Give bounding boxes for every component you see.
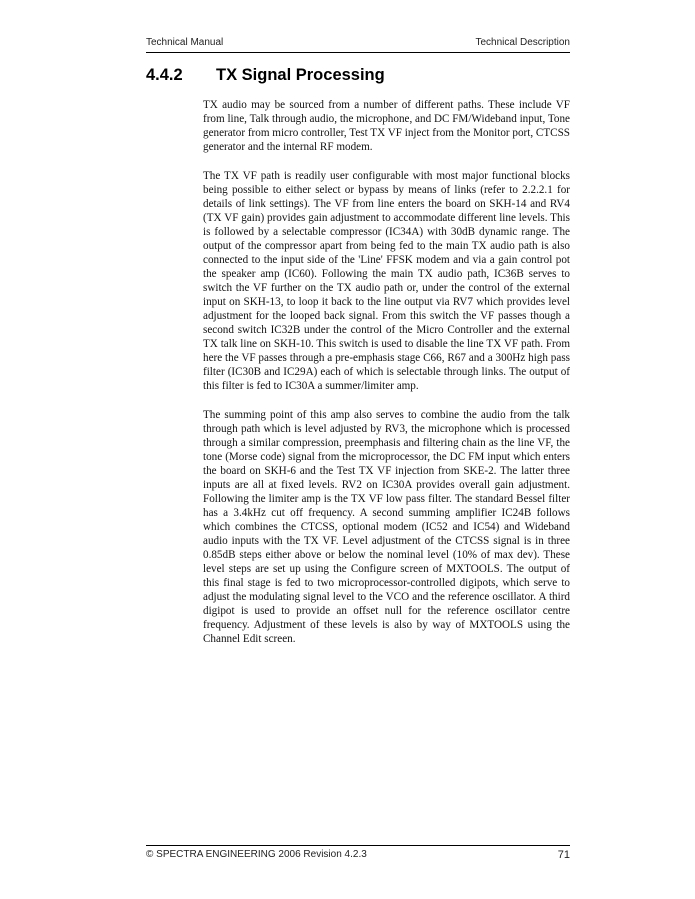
page-number: 71 [557, 849, 570, 861]
page-header [146, 37, 570, 48]
paragraph: The TX VF path is readily user configurable with most major functional blocks being possible to either select or bypass by means of links (refer to 2.2.2.1 for details of link settings). The VF from line enters the board on SKH-14 and RV4 (TX VF gain) provides gain adjustment to accommodate different line levels. This is followed by a selectable compressor (IC34A) with 30dB dynamic range. The output of the compressor apart from being fed to the main TX audio path is also connected to the input side of the 'Line' FFSK modem and via a gain control pot the speaker amp (IC60). Following the main TX audio path, IC36B serves to switch the VF further on the TX audio path or, under the control of the external input on SKH-13, to loop it back to the line output via RV7 which provides level adjustment for the looped back signal. From this switch the VF passes though a second switch IC32B under the control of the Micro Controller and the external TX talk line on SKH-10. This switch is used to disable the line TX VF path. From here the VF passes through a pre-emphasis stage C66, R67 and a 300Hz high pass filter (IC30B and IC29A) each of which is selectable through links. The output of this filter is fed to IC30A a summer/limiter amp. [203, 170, 570, 392]
paragraph: The summing point of this amp also serves to combine the audio from the talk through path which is level adjusted by RV3, the microphone which is processed through a similar compression, preemphasis and filtering chain as the line VF, the tone (Morse code) signal from the microprocessor, the DC FM input which enters the board on SKH-6 and the Test TX VF injection from SKE-2. The latter three inputs are all at fixed levels. RV2 on IC30A provides overall gain adjustment. Following the limiter amp is the TX VF low pass filter. The standard Bessel filter has a 3.4kHz cut off frequency. A second summing amplifier IC24B follows which combines the CTCSS, optional modem (IC52 and IC54) and Wideband audio inputs with the TX VF. Level adjustment of the CTCSS signal is in three 0.85dB steps either above or below the nominal level (10% of max dev). These level steps are set up using the Configure screen of MXTOOLS. The output of this final stage is fed to two microprocessor-controlled digipots, which serve to adjust the modulating signal level to the VCO and the reference oscillator. A third digipot is used to provide an offset null for the reference oscillator centre frequency. Adjustment of these levels is also by way of MXTOOLS using the Channel Edit screen. [203, 409, 570, 645]
paragraph: TX audio may be sourced from a number of different paths. These include VF from line, Talk through audio, the microphone, and DC FM/Wideband input, Tone generator from micro controller, Test TX VF inject from the Monitor port, CTCSS generator and the internal RF modem. [203, 99, 570, 153]
header-manual-title: Technical Manual [146, 37, 224, 48]
header-chapter-title: Technical Description [475, 37, 570, 48]
section-heading [146, 66, 385, 85]
footer-copyright: © SPECTRA ENGINEERING 2006 Revision 4.2.3 [146, 849, 367, 860]
footer-rule [146, 845, 570, 846]
header-rule [146, 52, 570, 53]
section-title: TX Signal Processing [216, 66, 385, 84]
page-footer [146, 849, 570, 861]
body-text [203, 98, 570, 661]
section-number: 4.4.2 [146, 66, 183, 84]
